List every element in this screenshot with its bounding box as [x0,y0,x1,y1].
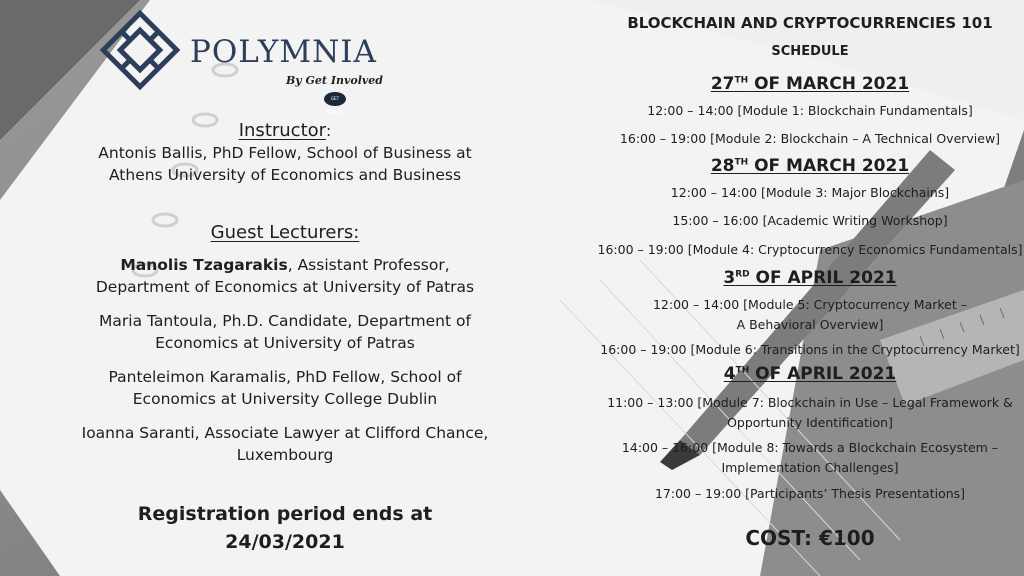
day-3-number: 3 [723,268,736,288]
cost-label: COST: €100 [745,526,875,550]
guest-lecturer-2 [60,310,510,354]
day-4-month: OF APRIL 2021 [749,364,897,384]
guest-1-line-2: Department of Economics at University of Patras [95,278,475,296]
schedule-item: 16:00 – 19:00 [Module 4: Cryptocurrency Economics Fundamentals] [597,242,1023,257]
guest-lecturer-4 [60,422,510,466]
logo-tagline: By Get Involved [286,74,383,87]
day-1-suffix: TH [734,75,749,86]
get-involved-badge: GET INVOLVED [324,92,346,106]
guest-2-line-2: Economics at University of Patras [155,334,415,352]
day-3-suffix: RD [735,269,750,280]
guest-lecturer-1 [60,254,510,298]
guest-3-line-1: Panteleimon Karamalis, PhD Fellow, School of [108,368,462,386]
guest-lecturers-heading-block [60,222,510,244]
schedule-day-4-date [590,364,1024,384]
schedule-item: 14:00 – 16:00 [Module 8: Towards a Blockchain Ecosystem – [621,440,999,455]
instructor-line-1: Antonis Ballis, PhD Fellow, School of Business at [98,144,472,162]
schedule-item: 15:00 – 16:00 [Academic Writing Workshop] [672,213,948,228]
schedule-day-1-date [590,74,1024,94]
day-2-suffix: TH [734,157,749,168]
day-3-month: OF APRIL 2021 [749,268,897,288]
day-4-number: 4 [723,364,736,384]
course-title: BLOCKCHAIN AND CRYPTOCURRENCIES 101 [627,14,993,32]
logo-wordmark: POLYMNIA [190,34,377,70]
instructor-heading-colon: : [326,122,332,140]
guest-1-name: Manolis Tzagarakis [120,256,288,274]
schedule-item: 17:00 – 19:00 [Participants’ Thesis Presentations] [654,486,966,501]
guest-1-line-1: , Assistant Professor, [287,256,450,274]
guest-4-line-1: Ioanna Saranti, Associate Lawyer at Clifford Chance, [81,424,489,442]
day-1-number: 27 [710,74,735,94]
guest-lecturer-3 [60,366,510,410]
day-1-month: OF MARCH 2021 [748,74,910,94]
knot-logo-icon [98,8,182,92]
schedule-day-2-date [590,156,1024,176]
schedule-item: 12:00 – 14:00 [Module 3: Major Blockchains] [670,185,950,200]
schedule-item: 11:00 – 13:00 [Module 7: Blockchain in Use – Legal Framework & [607,395,1013,410]
guest-3-line-2: Economics at University College Dublin [132,390,438,408]
schedule-item: Opportunity Identification] [727,415,893,430]
day-2-number: 28 [710,156,735,176]
polymnia-logo [98,8,398,115]
schedule-item: Implementation Challenges] [721,460,899,475]
schedule-item: A Behavioral Overview] [736,317,884,332]
schedule-day-3-date [590,268,1024,288]
day-4-suffix: TH [735,365,750,376]
schedule-item: 12:00 – 14:00 [Module 5: Cryptocurrency Market – [652,297,968,312]
registration-date: 24/03/2021 [225,531,345,553]
schedule-item: 12:00 – 14:00 [Module 1: Blockchain Fundamentals] [647,103,973,118]
instructor-section [60,120,510,186]
schedule-item: 16:00 – 19:00 [Module 2: Blockchain – A Technical Overview] [619,131,1001,146]
instructor-heading: Instructor [238,120,327,141]
schedule-item: 16:00 – 19:00 [Module 6: Transitions in the Cryptocurrency Market] [600,342,1020,357]
day-2-month: OF MARCH 2021 [748,156,910,176]
registration-line-1: Registration period ends at [137,503,433,525]
schedule-heading: SCHEDULE [771,44,849,59]
guest-lecturers-heading: Guest Lecturers: [210,222,360,243]
guest-4-line-2: Luxembourg [236,446,334,464]
guest-2-line-1: Maria Tantoula, Ph.D. Candidate, Department of [99,312,471,330]
registration-notice [60,500,510,556]
instructor-line-2: Athens University of Economics and Business [108,166,462,184]
